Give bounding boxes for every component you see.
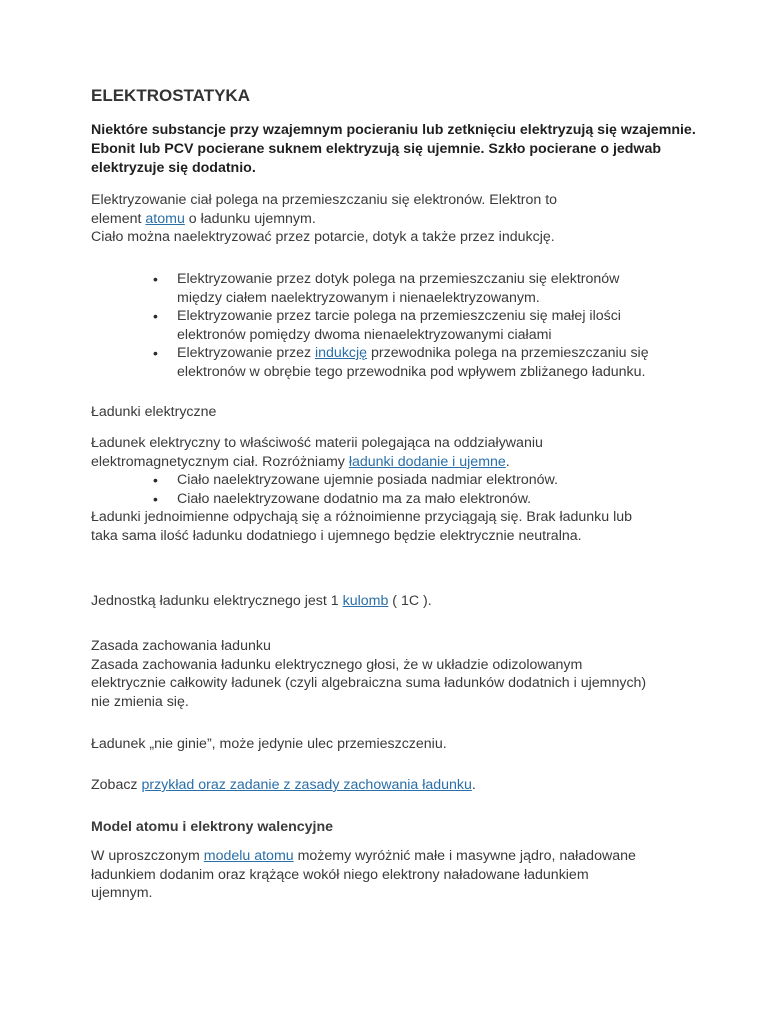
p3-line-2: taka sama ilość ładunku dodatniego i ujemnego będzie elektrycznie neutralna. xyxy=(91,527,582,544)
bullet-2-line-1: • Elektryzowanie przez tarcie polega na przemieszczeniu się małej ilości xyxy=(177,308,621,324)
see-example-paragraph xyxy=(91,776,711,795)
bullet-3-line-1 xyxy=(177,344,711,363)
see-pre: Zobacz xyxy=(91,777,142,793)
p4-line-1: Zasada zachowania ładunku elektrycznego głosi, że w układzie odizolowanym xyxy=(91,656,583,673)
p6-line-1 xyxy=(91,847,711,866)
intro-paragraph xyxy=(91,121,711,178)
list-item xyxy=(91,344,711,381)
unit-post: ( 1C ). xyxy=(388,593,432,609)
unit-pre: Jednostką ładunku elektrycznego jest 1 xyxy=(91,593,343,609)
p1-line-2 xyxy=(91,210,711,229)
p6-line-3: ujemnym. xyxy=(91,885,153,901)
p2-line-2-post: . xyxy=(505,453,510,470)
p2-line-1: Ładunek elektryczny to właściwość materii polegająca na oddziaływaniu xyxy=(91,435,543,451)
charge-bullet-1: • Ciało naelektryzowane ujemnie posiada nadmiar elektronów. xyxy=(177,472,558,488)
p4-line-2: elektrycznie całkowity ładunek (czyli algebraiczna suma ładunków dodatnich i ujemnych) xyxy=(91,675,647,691)
list-item xyxy=(91,270,711,307)
intro-line-3: elektryzuje się dodatnio. xyxy=(91,160,256,176)
list-item xyxy=(91,471,711,490)
induction-link[interactable]: indukcję xyxy=(315,345,368,361)
model-paragraph xyxy=(91,847,711,903)
list-item xyxy=(91,307,711,344)
p1-line-2-pre: element xyxy=(91,210,146,227)
example-link[interactable]: przykład oraz zadanie z zasady zachowania ładunku xyxy=(141,777,472,793)
unit-line xyxy=(91,592,711,611)
p1-line-3: Ciało można naelektryzować przez potarcie, dotyk a także przez indukcję. xyxy=(91,229,555,245)
intro-line-2: Ebonit lub PCV pocierane suknem elektryzują się ujemnie. Szkło pocierane o jedwab xyxy=(91,141,662,157)
list-item xyxy=(91,490,711,509)
atom-model-link[interactable]: modelu atomu xyxy=(203,848,294,864)
p4-line-3: nie zmienia się. xyxy=(91,693,189,710)
section-heading-conservation: Zasada zachowania ładunku xyxy=(91,638,271,654)
p6-line-1-pre: W uproszczonym xyxy=(91,848,204,864)
section-heading-model: Model atomu i elektrony walencyjne xyxy=(91,819,334,835)
coulomb-link[interactable]: kulomb xyxy=(342,593,389,609)
unit-paragraph xyxy=(91,592,711,611)
bullet-1-line-1: • Elektryzowanie przez dotyk polega na przemieszczaniu się elektronów xyxy=(177,271,620,287)
electrification-methods-list xyxy=(91,270,711,381)
conservation-section xyxy=(91,637,711,711)
p3-line-1: Ładunki jednoimienne odpychają się a różnoimienne przyciągają się. Brak ładunku lub xyxy=(91,509,633,525)
charge-not-lost-paragraph: Ładunek „nie ginie”, może jedynie ulec przemieszczeniu. xyxy=(91,736,447,752)
p2-line-2 xyxy=(91,453,711,472)
bullet-3-post: przewodnika polega na przemieszczaniu się xyxy=(367,345,649,361)
section-heading-charges: Ładunki elektryczne xyxy=(91,404,217,420)
p1-line-2-post: o ładunku ujemnym. xyxy=(184,210,316,227)
atom-link[interactable]: atomu xyxy=(145,210,185,227)
see-line xyxy=(91,776,711,795)
bullet-2-line-2: elektronów pomiędzy dwoma nienaelektryzowanymi ciałami xyxy=(177,326,552,343)
p2-line-2-pre: elektromagnetycznym ciał. Rozróżniamy xyxy=(91,453,349,470)
p6-line-2: ładunkiem dodanim oraz krążące wokół niego elektrony naładowane ładunkiem xyxy=(91,866,589,883)
electrification-paragraph xyxy=(91,191,711,247)
p1-line-1: Elektryzowanie ciał polega na przemieszczaniu się elektronów. Elektron to xyxy=(91,192,558,208)
charge-bullet-2: • Ciało naelektryzowane dodatnio ma za mało elektronów. xyxy=(177,490,532,507)
bullet-3-pre: Elektryzowanie przez xyxy=(177,345,315,361)
charges-link[interactable]: ładunki dodanie i ujemne xyxy=(348,453,506,470)
p6-line-1-post: możemy wyróżnić małe i masywne jądro, naładowane xyxy=(293,848,636,864)
bullet-1-line-2: między ciałem naelektryzowanym i nienaelektryzowanym. xyxy=(177,289,540,306)
page-title: ELEKTROSTATYKA xyxy=(91,86,250,105)
see-post: . xyxy=(471,777,476,793)
intro-line-1: Niektóre substancje przy wzajemnym pocieraniu lub zetknięciu elektryzują się wzajemnie. xyxy=(91,122,696,138)
bullet-3-line-2: elektronów w obrębie tego przewodnika pod wpływem zbliżanego ładunku. xyxy=(177,363,646,380)
charges-paragraph xyxy=(91,434,711,545)
